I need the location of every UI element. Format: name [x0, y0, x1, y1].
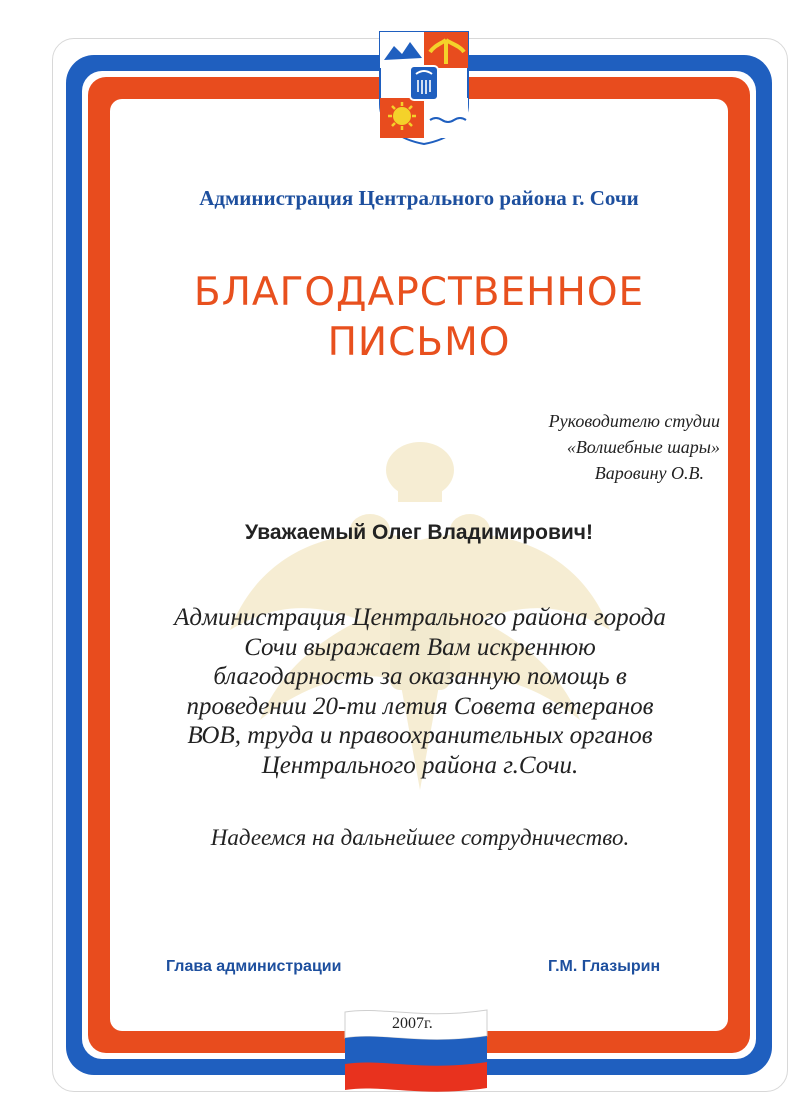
signatory-name: Г.М. Глазырин — [548, 958, 661, 975]
recipient-studio: «Волшебные шары» — [566, 437, 720, 457]
signatory-role: Глава администрации — [166, 958, 342, 975]
body-line: Сочи выражает Вам искреннюю — [244, 633, 596, 661]
closing-line: Надеемся на дальнейшее сотрудничество. — [210, 825, 630, 850]
greeting: Уважаемый Олег Владимирович! — [245, 521, 593, 544]
body-line: проведении 20-ти летия Совета ветеранов — [186, 692, 654, 720]
body-line: благодарность за оказанную помощь в — [213, 663, 627, 690]
document-title-line1: БЛАГОДАРСТВЕННОЕ — [193, 270, 645, 315]
body-line: Центрального района г.Сочи. — [261, 751, 579, 779]
document-title-line2: ПИСЬМО — [327, 320, 511, 365]
body-line: Администрация Центрального района города — [174, 604, 666, 631]
document-title — [110, 268, 728, 368]
issue-year: 2007г. — [392, 1015, 433, 1032]
recipient-name: Варовину О.В. — [594, 463, 704, 483]
organization-heading: Администрация Центрального района г. Сочи — [199, 186, 639, 210]
recipient-block — [420, 408, 720, 486]
recipient-position: Руководителю студии — [548, 411, 720, 431]
letter-body — [130, 603, 710, 780]
sochi-coat-of-arms-icon — [376, 28, 472, 146]
body-line: ВОВ, труда и правоохранительных органов — [187, 722, 653, 749]
